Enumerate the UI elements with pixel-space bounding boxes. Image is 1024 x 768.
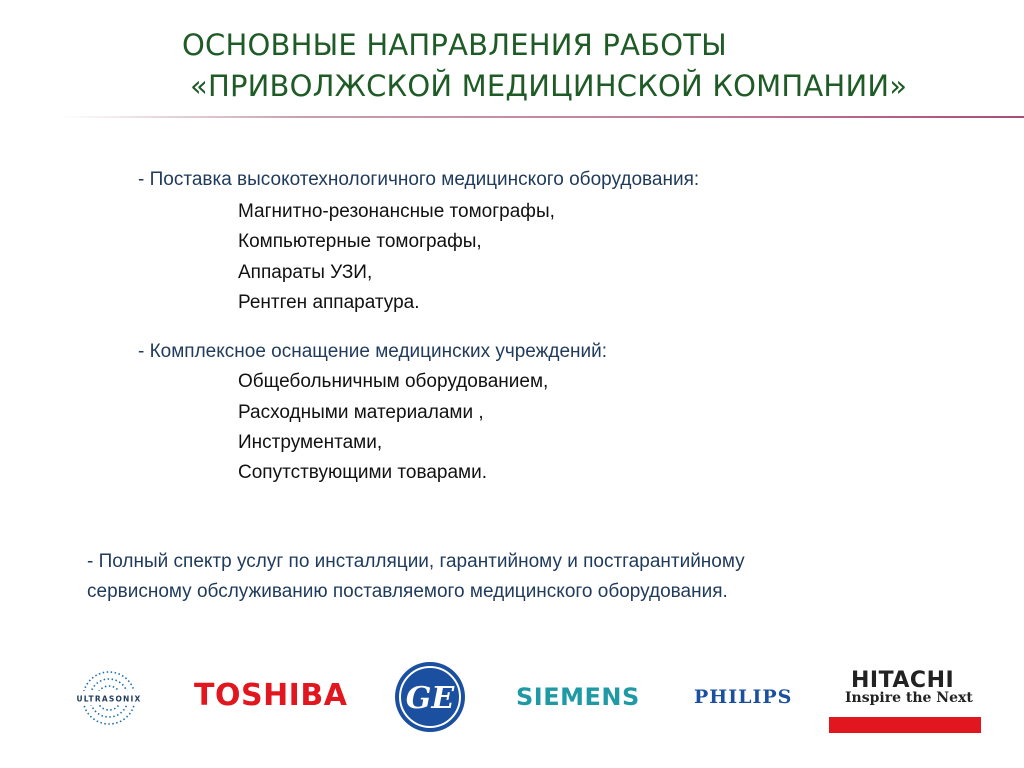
list-item: Сопутствующими товарами. <box>238 462 487 483</box>
title-line-2: «ПРИВОЛЖСКОЙ МЕДИЦИНСКОЙ КОМПАНИИ» <box>190 69 908 103</box>
list-item: Аппараты УЗИ, <box>238 262 373 283</box>
list-item: Магнитно-резонансные томографы, <box>238 201 555 222</box>
siemens-logo: SIEMENS <box>516 683 640 711</box>
philips-logo: PHILIPS <box>694 686 793 708</box>
title-line-1: ОСНОВНЫЕ НАПРАВЛЕНИЯ РАБОТЫ <box>182 28 727 62</box>
list-item: Инструментами, <box>238 432 383 453</box>
ge-logo <box>393 660 467 734</box>
list-item: Общебольничным оборудованием, <box>238 371 549 392</box>
toshiba-logo: TOSHIBA <box>194 678 348 713</box>
ultrasonix-logo <box>68 670 150 726</box>
service-line-2: сервисному обслуживанию поставляемого медицинского оборудования. <box>87 581 728 602</box>
section-equipment-heading: - Комплексное оснащение медицинских учреждений: <box>138 341 608 362</box>
hitachi-wordmark: HITACHI <box>851 668 955 693</box>
hitachi-red-bar <box>829 717 981 733</box>
list-item: Компьютерные томографы, <box>238 231 482 252</box>
hitachi-logo <box>829 668 981 734</box>
section-supply-heading: - Поставка высокотехнологичного медицинского оборудования: <box>138 169 700 190</box>
list-item: Рентген аппаратура. <box>238 292 420 313</box>
ultrasonix-wordmark: ULTRASONIX <box>76 694 142 704</box>
service-line-1: - Полный спектр услуг по инсталляции, гарантийному и постгарантийному <box>87 551 745 572</box>
ge-monogram: GE <box>405 681 455 716</box>
hitachi-slogan: Inspire the Next <box>845 690 973 706</box>
title-divider <box>60 116 1024 118</box>
list-item: Расходными материалами , <box>238 402 484 423</box>
